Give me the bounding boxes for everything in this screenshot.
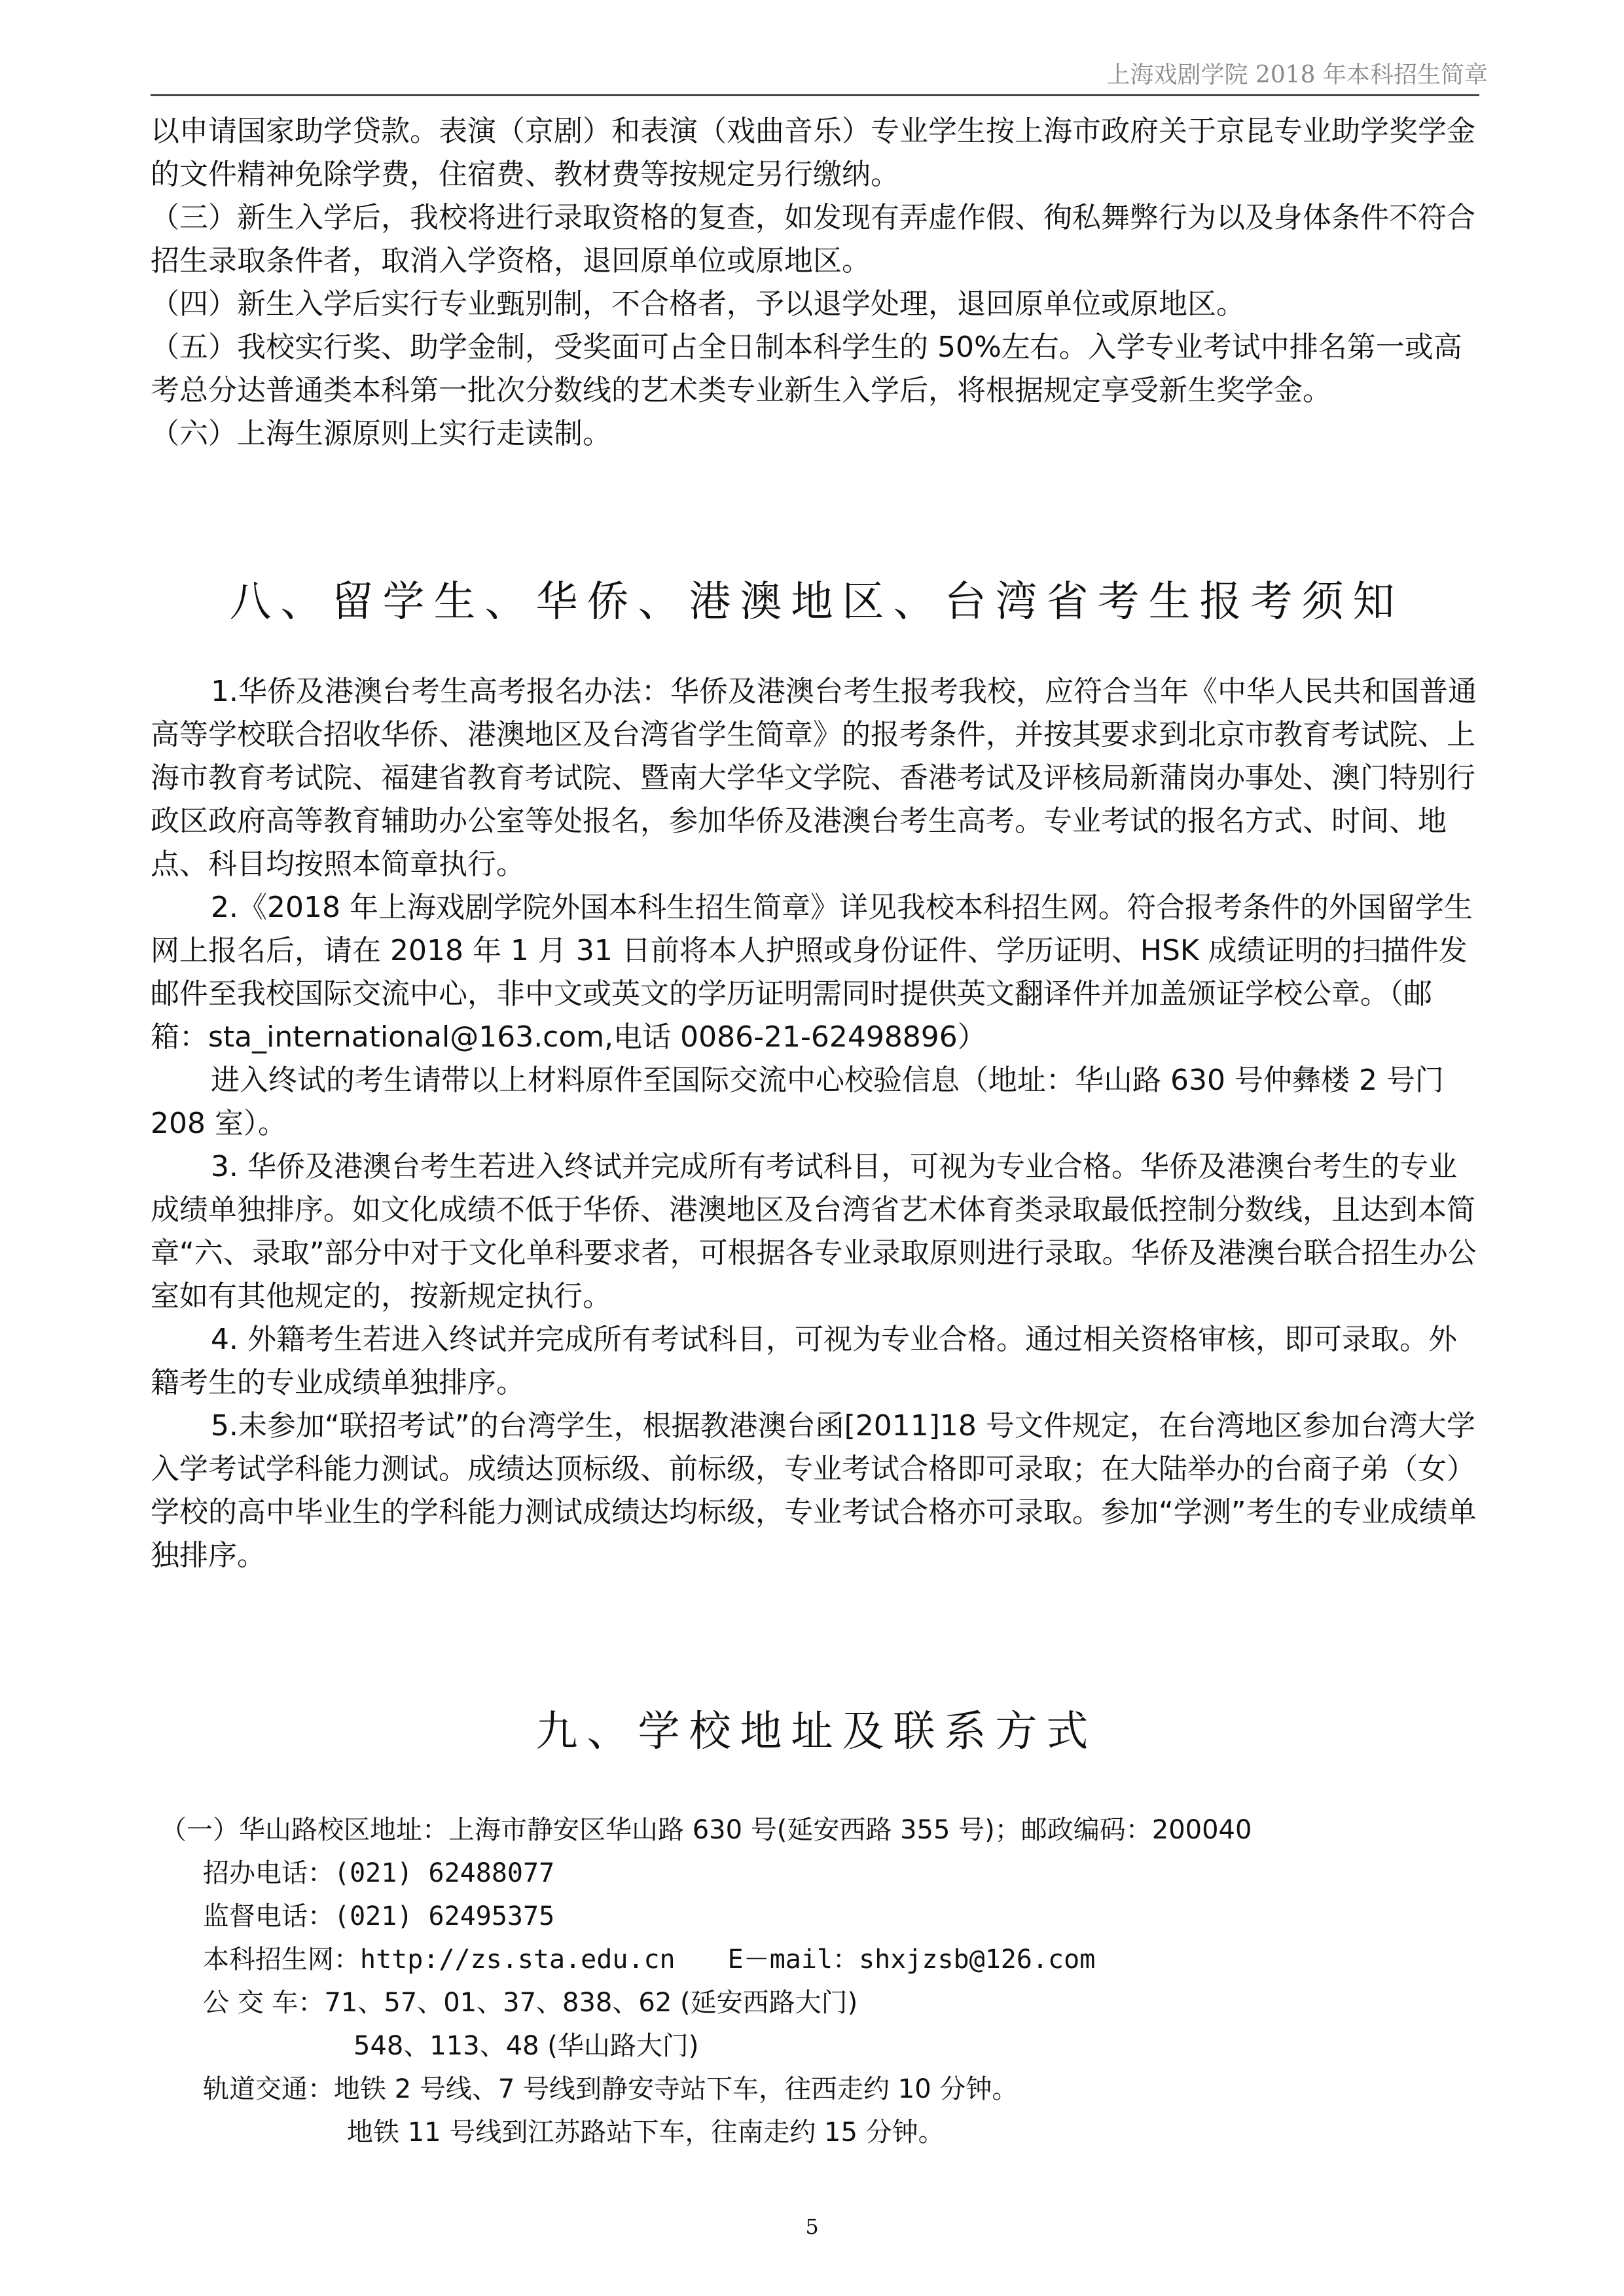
paragraph: 1.华侨及港澳台考生高考报名办法：华侨及港澳台考生报考我校，应符合当年《中华人民共和国普通高等学校联合招收华侨、港澳地区及台湾省学生简章》的报考条件，并按其要求到北京市教育考试院、上海市教育考试院、福建省教育考试院、暨南大学华文学院、香港考试及评核局新蒲岗办事处、澳门特别行政区政府高等教育辅助办公室等处报名，参加华侨及港澳台考生高考。专业考试的报名方式、时间、地点、科目均按照本简章执行。: [151, 675, 1477, 881]
section-heading: 八、留学生、华侨、港澳地区、台湾省考生报考须知: [229, 578, 1404, 626]
email-label: E－mail：: [727, 1945, 859, 1975]
paragraph: （三）新生入学后，我校将进行录取资格的复查，如发现有弄虚作假、徇私舞弊行为以及身体条件不符合招生录取条件者，取消入学资格，退回原单位或原地区。: [151, 201, 1475, 278]
website-link[interactable]: http://zs.sta.edu.cn: [360, 1945, 676, 1975]
campus-address: （一）华山路校区地址：上海市静安区华山路 630 号(延安西路 355 号)；邮政编码：200040: [160, 1815, 1252, 1845]
website-label: 本科招生网：: [203, 1945, 360, 1975]
paragraph: 3. 华侨及港澳台考生若进入终试并完成所有考试科目，可视为专业合格。华侨及港澳台考生的专业成绩单独排序。如文化成绩不低于华侨、港澳地区及台湾省艺术体育类录取最低控制分数线，且达到本简章“六、录取”部分中对于文化单科要求者，可根据各专业录取原则进行录取。华侨及港澳台联合招生办公室如有其他规定的，按新规定执行。: [151, 1150, 1477, 1313]
admissions-phone: (021) 62488077: [334, 1858, 555, 1888]
paragraph: （五）我校实行奖、助学金制，受奖面可占全日制本科学生的 50%左右。入学专业考试中排名第一或高考总分达普通类本科第一批次分数线的艺术类专业新生入学后，将根据规定享受新生奖学金。: [151, 331, 1462, 407]
bus-line: 548、113、48 (华山路大门): [353, 2031, 699, 2061]
paragraph: 以申请国家助学贷款。表演（京剧）和表演（戏曲音乐）专业学生按上海市政府关于京昆专业助学奖学金的文件精神免除学费，住宿费、教材费等按规定另行缴纳。: [151, 115, 1475, 191]
admissions-phone-label: 招办电话：: [203, 1858, 334, 1888]
running-header: 上海戏剧学院 2018 年本科招生简章: [1106, 62, 1488, 88]
paragraph: 4. 外籍考生若进入终试并完成所有考试科目，可视为专业合格。通过相关资格审核，即可录取。外籍考生的专业成绩单独排序。: [151, 1323, 1457, 1399]
paragraph: （六）上海生源原则上实行走读制。: [151, 417, 611, 450]
paragraph: 5.未参加“联招考试”的台湾学生，根据教港澳台函[2011]18 号文件规定，在台湾地区参加台湾大学入学考试学科能力测试。成绩达顶标级、前标级，专业考试合格即可录取；在大陆举办的台商子弟（女）学校的高中毕业生的学科能力测试成绩达均标级，专业考试合格亦可录取。参加“学测”考生的专业成绩单独排序。: [151, 1409, 1477, 1572]
bus-line: 71、57、01、37、838、62 (延安西路大门): [324, 1988, 858, 2018]
section-heading: 九、学校地址及联系方式: [535, 1708, 1098, 1756]
paragraph: （四）新生入学后实行专业甄别制，不合格者，予以退学处理，退回原单位或原地区。: [151, 287, 1245, 321]
paragraph: 2.《2018 年上海戏剧学院外国本科生招生简章》详见我校本科招生网。符合报考条件的外国留学生网上报名后，请在 2018 年 1 月 31 日前将本人护照或身份证件、学历证明、HSK 成绩证明的扫描件发邮件至我校国际交流中心，非中文或英文的学历证明需同时提供英文翻译件并加盖颁证学校公章。（邮箱：sta_international@163.com,电话 0086-21-62498896）: [151, 891, 1473, 1054]
paragraph: 进入终试的考生请带以上材料原件至国际交流中心校验信息（地址：华山路 630 号仲彝楼 2 号门 208 室）。: [151, 1064, 1444, 1140]
bus-label: 公 交 车：: [203, 1988, 325, 2018]
supervision-phone-label: 监督电话：: [203, 1901, 334, 1931]
header-divider: [151, 94, 1479, 96]
rail-row: [203, 2071, 1018, 2108]
rail-line: 地铁 2 号线、7 号线到静安寺站下车，往西走约 10 分钟。: [334, 2074, 1019, 2104]
rail-label: 轨道交通：: [203, 2074, 334, 2104]
page-number: 5: [805, 2214, 819, 2239]
supervision-phone: (021) 62495375: [334, 1901, 555, 1931]
bus-row: [203, 1984, 857, 2021]
admissions-phone-row: [203, 1855, 554, 1892]
supervision-phone-row: [203, 1898, 554, 1935]
website-row: [203, 1941, 1095, 1978]
rail-line: 地铁 11 号线到江苏路站下车，往南走约 15 分钟。: [347, 2117, 945, 2147]
email-link[interactable]: shxjzsb@126.com: [859, 1945, 1096, 1975]
